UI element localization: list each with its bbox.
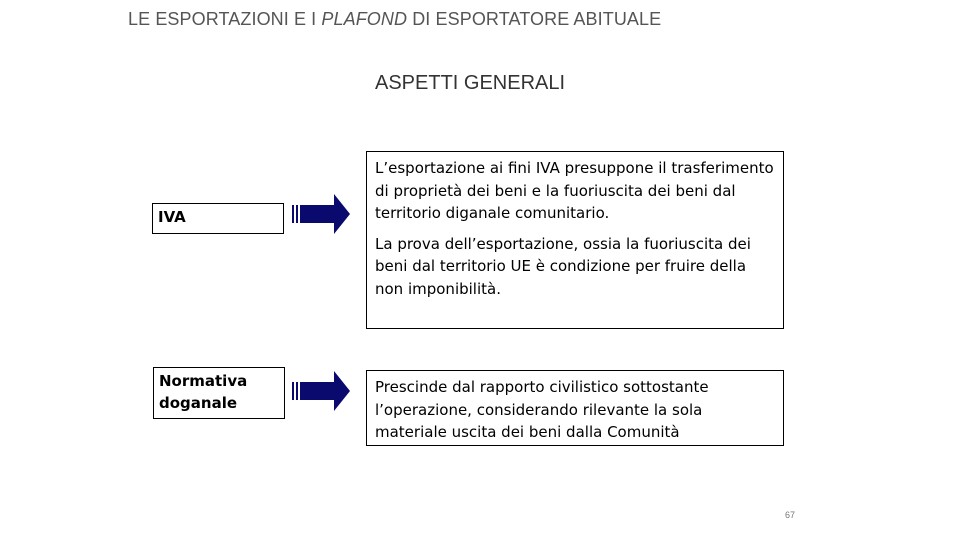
slide-title	[128, 9, 661, 30]
normativa-label-line1: Normativa	[159, 372, 248, 390]
iva-label-box	[152, 203, 284, 234]
iva-label: IVA	[158, 208, 186, 226]
arrow-right-icon	[292, 369, 354, 415]
iva-paragraph-2: La prova dell’esportazione, ossia la fuoriuscita dei beni dal territorio UE è condizione per fruire della non imponibilità.	[375, 234, 751, 298]
title-text: LE ESPORTAZIONI E I	[128, 9, 322, 29]
page-number: 67	[785, 510, 796, 520]
normativa-paragraph-1: Prescinde dal rapporto civilistico sottostante l’operazione, considerando rilevante la sola materiale uscita dei beni dalla Comunità	[375, 378, 709, 441]
normativa-description-box	[366, 370, 784, 446]
normativa-label-line2: doganale	[159, 394, 238, 412]
slide-subtitle: ASPETTI GENERALI	[375, 72, 566, 94]
iva-description-box	[366, 151, 784, 329]
arrow-right-icon	[292, 192, 354, 238]
title-text-end: DI ESPORTATORE ABITUALE	[407, 9, 662, 29]
iva-paragraph-1: L’esportazione ai fini IVA presuppone il trasferimento di proprietà dei beni e la fuoriuscita dei beni dal territorio diganale comunitario.	[375, 159, 774, 222]
normativa-label-box	[153, 367, 285, 419]
title-italic-text: PLAFOND	[321, 9, 408, 29]
